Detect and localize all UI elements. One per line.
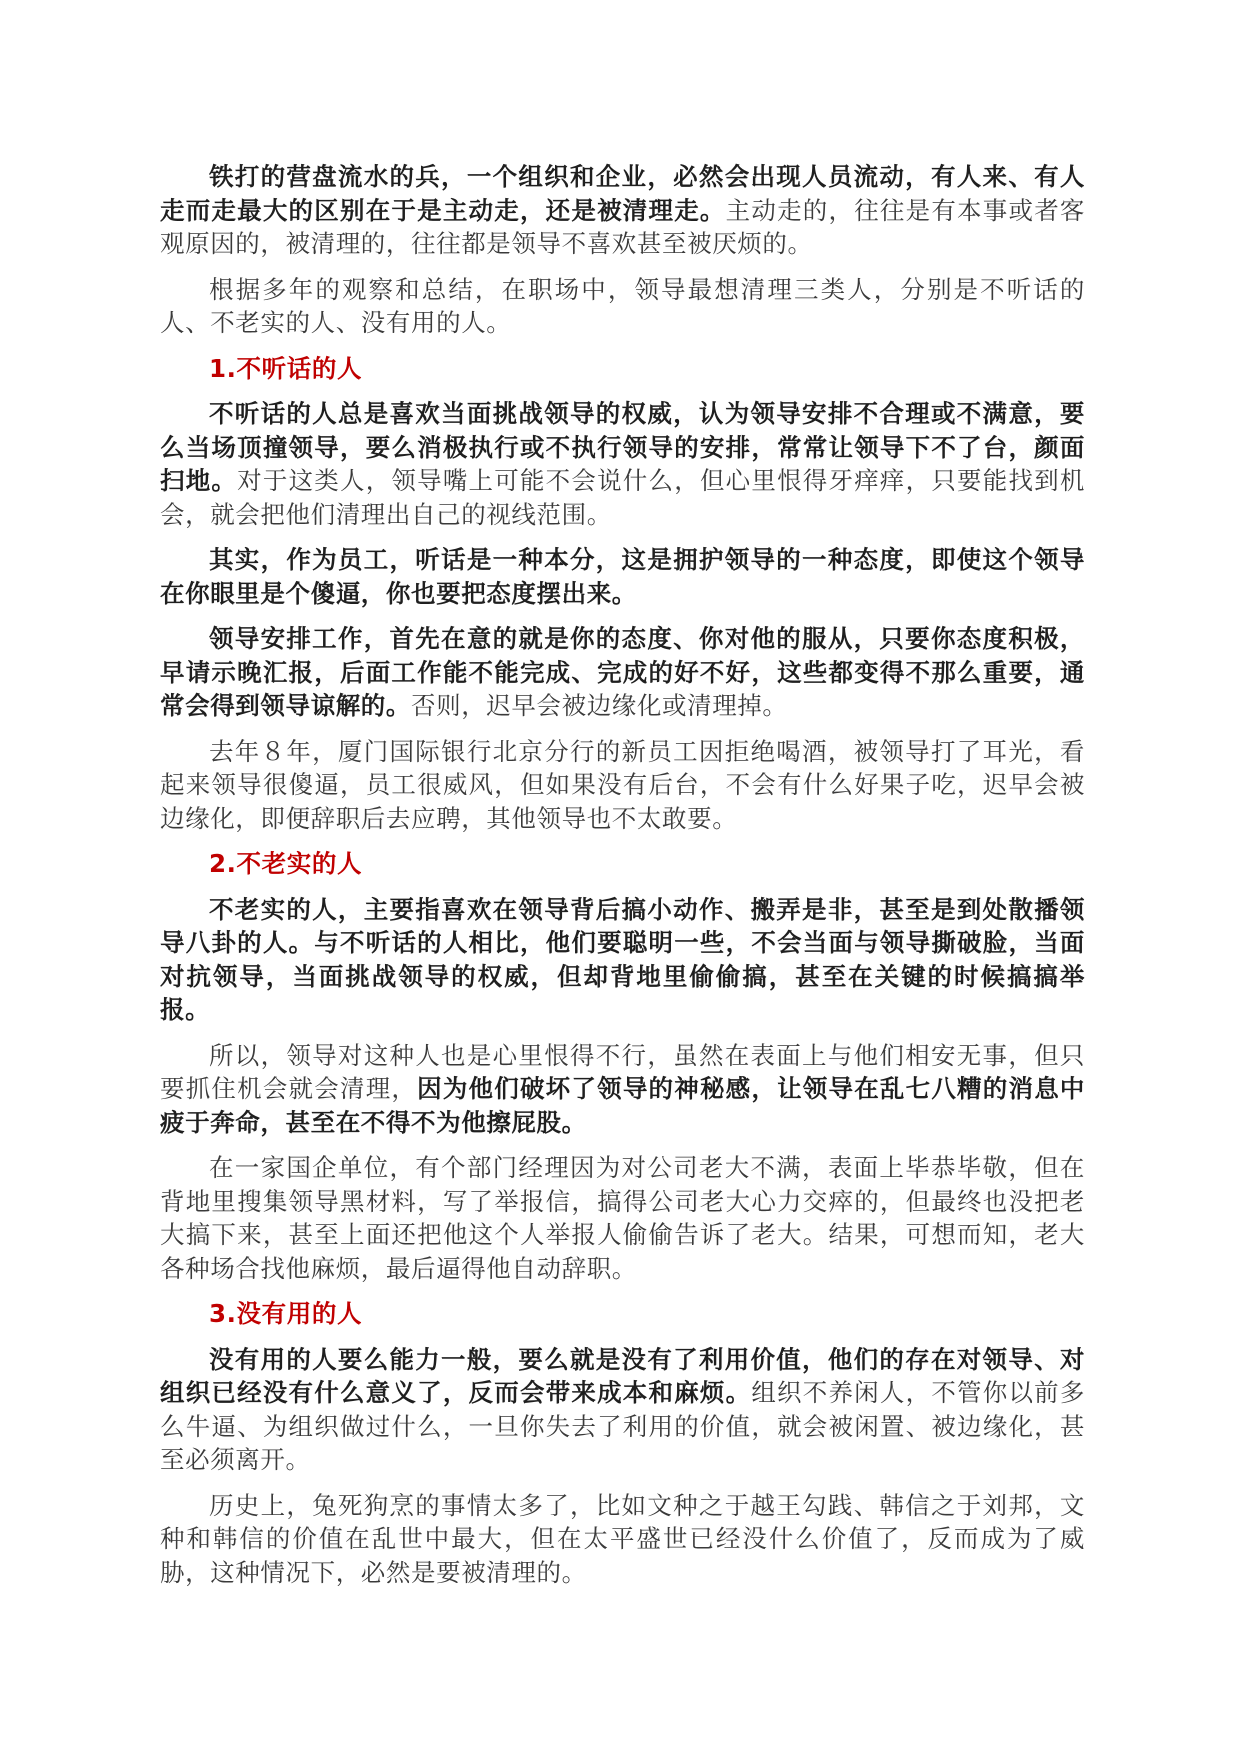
paragraph xyxy=(160,1039,1085,1140)
bold-text: 因为他们破坏了领导的神秘感，让领导在乱七八糟的消息中疲于奔命，甚至在不得不为他擦屁股。 xyxy=(160,1074,1086,1137)
section-heading: 1.不听话的人 xyxy=(209,353,363,383)
bold-text: 其实，作为员工，听话是一种本分，这是拥护领导的一种态度，即使这个领导在你眼里是个傻逼，你也要把态度摆出来。 xyxy=(160,545,1085,608)
paragraph xyxy=(160,160,1085,261)
text: 根据多年的观察和总结，在职场中，领导最想清理三类人，分别是不听话的人、不老实的人、没有用的人。 xyxy=(160,274,1085,337)
text: 所以，领导对这种人也是心里恨得不行，虽然在表面上与他们相安无事，但只要抓住机会就会清理， xyxy=(160,1040,1085,1103)
text: 主动走的，往往是有本事或者客观原因的，被清理的，往往都是领导不喜欢甚至被厌烦的。 xyxy=(160,195,1085,258)
text: 对于这类人，领导嘴上可能不会说什么，但心里恨得牙痒痒，只要能找到机会，就会把他们清理出自己的视线范围。 xyxy=(160,466,1085,529)
paragraph xyxy=(160,735,1085,836)
bold-text: 领导安排工作，首先在意的就是你的态度、你对他的服从，只要你态度积极，早请示晚汇报，后面工作能不能完成、完成的好不好，这些都变得不那么重要，通常会得到领导谅解的。 xyxy=(160,624,1085,720)
document-page xyxy=(160,160,1085,1601)
paragraph xyxy=(160,1343,1085,1477)
bold-text: 铁打的营盘流水的兵，一个组织和企业，必然会出现人员流动，有人来、有人走而走最大的区别在于是主动走，还是被清理走。 xyxy=(160,162,1085,225)
paragraph xyxy=(160,273,1085,340)
text: 在一家国企单位，有个部门经理因为对公司老大不满，表面上毕恭毕敬，但在背地里搜集领导黑材料，写了举报信，搞得公司老大心力交瘁的，但最终也没把老大搞下来，甚至上面还把他这个人举报人偷偷告诉了老大。结果，可想而知，老大各种场合找他麻烦，最后逼得他自动辞职。 xyxy=(160,1153,1085,1283)
section-heading: 3.没有用的人 xyxy=(209,1299,363,1328)
paragraph xyxy=(160,397,1085,531)
text: 历史上，兔死狗烹的事情太多了，比如文种之于越王勾践、韩信之于刘邦，文种和韩信的价值在乱世中最大，但在太平盛世已经没什么价值了，反而成为了威胁，这种情况下，必然是要被清理的。 xyxy=(160,1490,1085,1587)
text: 否则，迟早会被边缘化或清理掉。 xyxy=(411,691,788,720)
paragraph xyxy=(160,543,1085,610)
paragraph xyxy=(160,893,1085,1027)
paragraph xyxy=(160,622,1085,723)
text: 去年８年，厦门国际银行北京分行的新员工因拒绝喝酒，被领导打了耳光，看起来领导很傻逼，员工很威风，但如果没有后台，不会有什么好果子吃，迟早会被边缘化，即便辞职后去应聘，其他领导也不太敢要。 xyxy=(160,736,1085,833)
paragraph xyxy=(160,1151,1085,1285)
section-heading: 2.不老实的人 xyxy=(209,849,363,878)
bold-text: 没有用的人要么能力一般，要么就是没有了利用价值，他们的存在对领导、对组织已经没有什么意义了，反而会带来成本和麻烦。 xyxy=(160,1344,1085,1407)
bold-text: 不老实的人，主要指喜欢在领导背后搞小动作、搬弄是非，甚至是到处散播领导八卦的人。与不听话的人相比，他们要聪明一些，不会当面与领导撕破脸，当面对抗领导，当面挑战领导的权威，但却背地里偷偷搞，甚至在关键的时候搞搞举报。 xyxy=(160,894,1085,1024)
text: 组织不养闲人，不管你以前多么牛逼、为组织做过什么，一旦你失去了利用的价值，就会被闲置、被边缘化，甚至必须离开。 xyxy=(160,1378,1085,1474)
bold-text: 不听话的人总是喜欢当面挑战领导的权威，认为领导安排不合理或不满意，要么当场顶撞领导，要么消极执行或不执行领导的安排，常常让领导下不了台，颜面扫地。 xyxy=(160,399,1085,495)
paragraph xyxy=(160,1489,1085,1590)
